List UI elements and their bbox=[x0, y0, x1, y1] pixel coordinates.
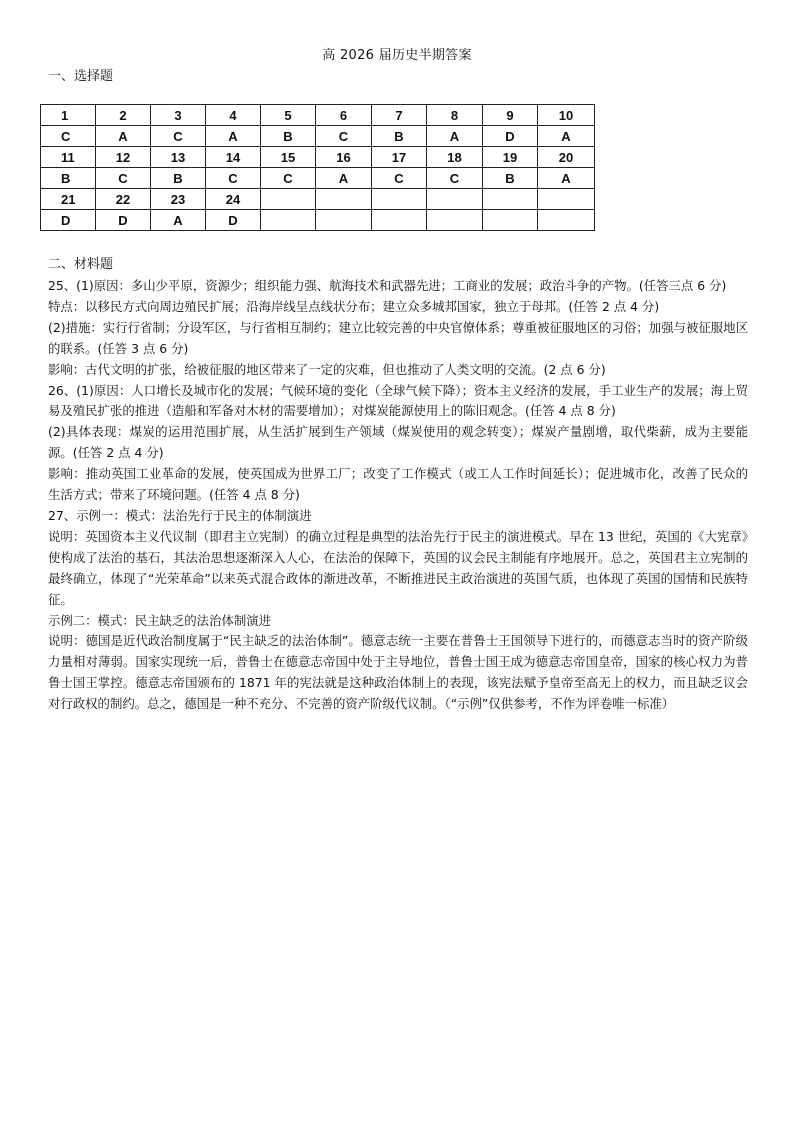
section-heading-material: 二、材料题 bbox=[48, 257, 114, 272]
table-cell: C bbox=[41, 126, 96, 147]
answer-table bbox=[40, 104, 595, 231]
table-cell: 15 bbox=[261, 147, 316, 168]
table-cell: 23 bbox=[151, 189, 206, 210]
table-row bbox=[41, 105, 595, 126]
table-cell: B bbox=[261, 126, 316, 147]
table-cell: 8 bbox=[427, 105, 483, 126]
table-cell: 20 bbox=[538, 147, 595, 168]
table-cell: D bbox=[483, 126, 538, 147]
table-cell: 1 bbox=[41, 105, 96, 126]
table-cell: 12 bbox=[96, 147, 151, 168]
answer-text bbox=[48, 276, 748, 715]
table-cell: 21 bbox=[41, 189, 96, 210]
table-cell: C bbox=[372, 168, 427, 189]
table-cell: A bbox=[151, 210, 206, 231]
answer-paragraph: 示例二：模式：民主缺乏的法治体制演进 bbox=[48, 612, 272, 628]
table-cell: A bbox=[538, 168, 595, 189]
table-cell: D bbox=[41, 210, 96, 231]
table-cell: 16 bbox=[316, 147, 372, 168]
table-cell bbox=[261, 210, 316, 231]
table-cell: C bbox=[96, 168, 151, 189]
table-cell: A bbox=[316, 168, 372, 189]
table-cell: D bbox=[96, 210, 151, 231]
table-cell bbox=[427, 189, 483, 210]
table-cell bbox=[372, 210, 427, 231]
table-cell: 18 bbox=[427, 147, 483, 168]
answer-paragraph: 26、(1)原因：人口增长及城市化的发展；气候环境的变化（全球气候下降）；资本主义经济的发展，手工业生产的发展；海上贸易及殖民扩张的推进（造船和军备对木材的需要增加）；对煤炭能源使用上的陈旧观念。(任答 4 点 8 分) bbox=[48, 382, 748, 419]
answer-paragraph: 说明：英国资本主义代议制（即君主立宪制）的确立过程是典型的法治先行于民主的演进模式。早在 13 世纪，英国的《大宪章》使构成了法治的基石，其法治思想逐渐深入人心，在法治的保障下，英国的议会民主制能有序地展开。总之，英国君主立宪制的最终确立，体现了“光荣革命”以来英式混合政体的渐进改革，不断推进民主政治演进的英国气质，也体现了英国的国情和民族特征。 bbox=[48, 528, 748, 607]
table-row bbox=[41, 126, 595, 147]
table-cell bbox=[261, 189, 316, 210]
table-cell: 14 bbox=[206, 147, 261, 168]
table-cell bbox=[538, 210, 595, 231]
answer-paragraph: 特点：以移民方式向周边殖民扩展；沿海岸线呈点线状分布；建立众多城邦国家，独立于母邦。(任答 2 点 4 分) bbox=[48, 298, 660, 314]
table-cell: C bbox=[151, 126, 206, 147]
page-title: 高 2026 届历史半期答案 bbox=[322, 48, 472, 63]
table-cell: C bbox=[427, 168, 483, 189]
table-cell bbox=[483, 189, 538, 210]
answer-paragraph: 27、示例一：模式：法治先行于民主的体制演进 bbox=[48, 507, 312, 523]
table-cell: 13 bbox=[151, 147, 206, 168]
answer-paragraph: (2)具体表现：煤炭的运用范围扩展，从生活扩展到生产领域（煤炭使用的观念转变）；煤炭产量剧增，取代柴薪，成为主要能源。(任答 2 点 4 分) bbox=[48, 424, 748, 461]
table-cell: C bbox=[206, 168, 261, 189]
answer-paragraph: 影响：古代文明的扩张，给被征服的地区带来了一定的灾难，但也推动了人类文明的交流。(2 点 6 分) bbox=[48, 361, 606, 377]
table-cell: 22 bbox=[96, 189, 151, 210]
section-heading-choice: 一、选择题 bbox=[48, 69, 114, 84]
table-cell: 6 bbox=[316, 105, 372, 126]
table-cell bbox=[372, 189, 427, 210]
table-cell: 3 bbox=[151, 105, 206, 126]
table-cell bbox=[538, 189, 595, 210]
table-cell: B bbox=[483, 168, 538, 189]
answer-paragraph: 25、(1)原因：多山少平原，资源少；组织能力强、航海技术和武器先进；工商业的发展；政治斗争的产物。(任答三点 6 分) bbox=[48, 278, 727, 293]
table-cell: B bbox=[372, 126, 427, 147]
table-cell: A bbox=[538, 126, 595, 147]
table-cell: 2 bbox=[96, 105, 151, 126]
table-cell bbox=[483, 210, 538, 231]
table-row bbox=[41, 168, 595, 189]
table-cell: 7 bbox=[372, 105, 427, 126]
table-cell: A bbox=[206, 126, 261, 147]
table-cell bbox=[316, 189, 372, 210]
table-cell: 5 bbox=[261, 105, 316, 126]
table-cell: B bbox=[151, 168, 206, 189]
answer-paragraph: 说明：德国是近代政治制度属于“民主缺乏的法治体制”。德意志统一主要在普鲁士王国领导下进行的，而德意志当时的资产阶级力量相对薄弱。国家实现统一后，普鲁士在德意志帝国中处于主导地位，普鲁士国王成为德意志帝国皇帝，国家的核心权力为普鲁士国王掌控。德意志帝国颁布的 1871 年的宪法就是这种政治体制上的表现，该宪法赋予皇帝至高无上的权力，而且缺乏议会对行政权的制约。总之，德国是一种不充分、不完善的资产阶级代议制。（“示例”仅供参考，不作为评卷唯一标准） bbox=[48, 633, 748, 712]
table-cell: A bbox=[427, 126, 483, 147]
answer-paragraph: 影响：推动英国工业革命的发展，使英国成为世界工厂；改变了工作模式（或工人工作时间延长）；促进城市化，改善了民众的生活方式；带来了环境问题。(任答 4 点 8 分) bbox=[48, 466, 748, 503]
table-cell bbox=[316, 210, 372, 231]
answer-paragraph: (2)措施：实行行省制；分设军区，与行省相互制约；建立比较完善的中央官僚体系；尊重被征服地区的习俗；加强与被征服地区的联系。(任答 3 点 6 分) bbox=[48, 319, 748, 356]
table-row bbox=[41, 189, 595, 210]
table-cell: A bbox=[96, 126, 151, 147]
table-cell: 11 bbox=[41, 147, 96, 168]
table-cell: 19 bbox=[483, 147, 538, 168]
table-cell: B bbox=[41, 168, 96, 189]
table-cell: 9 bbox=[483, 105, 538, 126]
table-cell: 24 bbox=[206, 189, 261, 210]
table-cell: 4 bbox=[206, 105, 261, 126]
table-row bbox=[41, 147, 595, 168]
table-cell: D bbox=[206, 210, 261, 231]
table-cell bbox=[427, 210, 483, 231]
table-cell: C bbox=[261, 168, 316, 189]
table-cell: C bbox=[316, 126, 372, 147]
table-row bbox=[41, 210, 595, 231]
table-cell: 17 bbox=[372, 147, 427, 168]
table-cell: 10 bbox=[538, 105, 595, 126]
